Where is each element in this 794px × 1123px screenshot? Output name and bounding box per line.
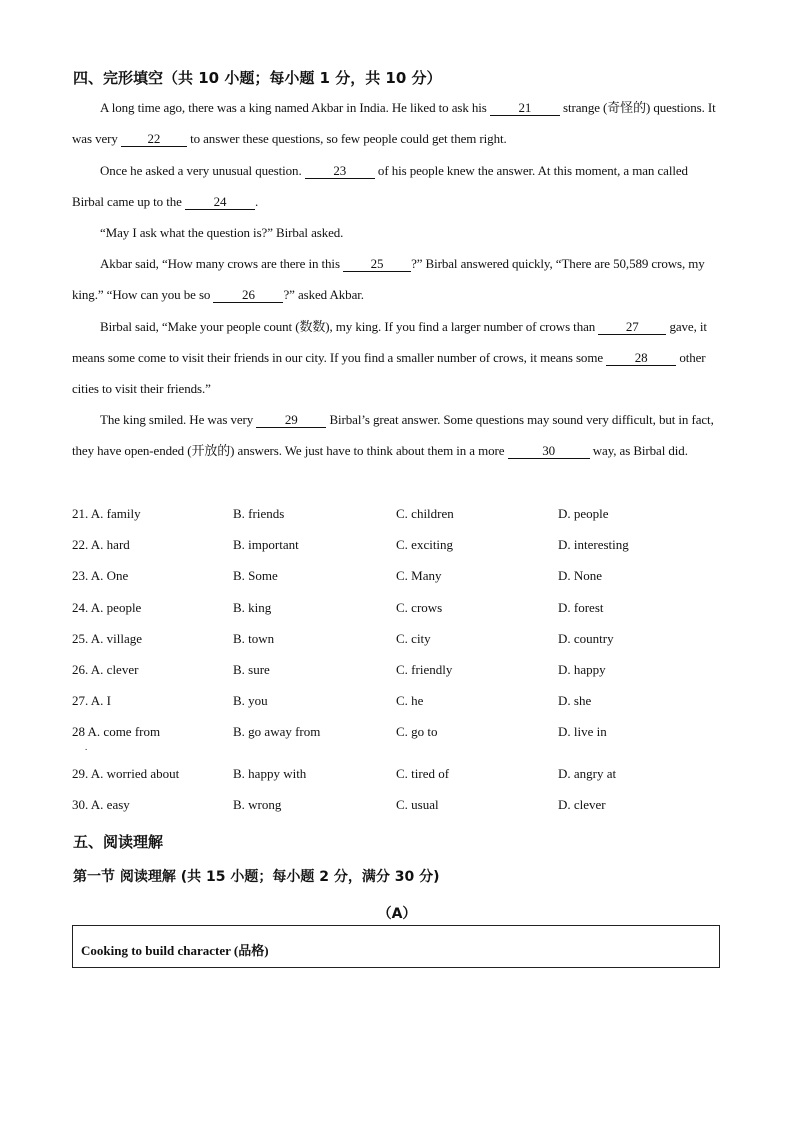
option-28-c[interactable]: C. go to: [396, 724, 438, 739]
option-25-b[interactable]: B. town: [233, 631, 275, 646]
question-21-options: [72, 506, 732, 526]
option-24-d[interactable]: D. forest: [558, 600, 604, 615]
option-26-d[interactable]: D. happy: [558, 662, 606, 677]
passage-paragraph-6: The king smiled. He was very 29 Birbal’s great answer. Some questions may sound very difficult, but in fact, they have open-ended (开放的) answers. We just have to think about them in a more 30 way, as Birbal did.: [72, 412, 714, 459]
section-five-heading: 五、阅读理解: [73, 833, 164, 851]
option-27-d[interactable]: D. she: [558, 693, 592, 708]
option-26-b[interactable]: B. sure: [233, 662, 270, 677]
question-23-options: [72, 568, 732, 588]
option-21-c[interactable]: C. children: [396, 506, 454, 521]
option-21-b[interactable]: B. friends: [233, 506, 285, 521]
option-30-a[interactable]: 30. A. easy: [72, 797, 130, 812]
option-26-a[interactable]: 26. A. clever: [72, 662, 139, 677]
option-28-a[interactable]: 28 A. come from: [72, 724, 161, 739]
option-30-b[interactable]: B. wrong: [233, 797, 282, 812]
option-28-b[interactable]: B. go away from: [233, 724, 321, 739]
option-28-d[interactable]: D. live in: [558, 724, 607, 739]
blank-28[interactable]: 28: [606, 351, 676, 366]
question-25-options: [72, 631, 732, 651]
blank-29[interactable]: 29: [256, 413, 326, 428]
passage-paragraph-2: Once he asked a very unusual question. 23 of his people knew the answer. At this moment, a man called Birbal came up to the 24 .: [72, 163, 688, 210]
option-23-d[interactable]: D. None: [558, 568, 603, 583]
question-30-options: [72, 797, 732, 817]
option-29-a[interactable]: 29. A. worried about: [72, 766, 180, 781]
option-22-d[interactable]: D. interesting: [558, 537, 629, 552]
option-24-b[interactable]: B. king: [233, 600, 272, 615]
option-25-a[interactable]: 25. A. village: [72, 631, 143, 646]
option-23-b[interactable]: B. Some: [233, 568, 278, 583]
blank-21[interactable]: 21: [490, 101, 560, 116]
option-22-c[interactable]: C. exciting: [396, 537, 454, 552]
passage-a-title-box: [72, 925, 720, 968]
blank-26[interactable]: 26: [213, 288, 283, 303]
blank-24[interactable]: 24: [185, 195, 255, 210]
option-29-b[interactable]: B. happy with: [233, 766, 307, 781]
option-27-b[interactable]: B. you: [233, 693, 268, 708]
question-22-options: [72, 537, 732, 557]
option-26-c[interactable]: C. friendly: [396, 662, 453, 677]
option-23-c[interactable]: C. Many: [396, 568, 442, 583]
blank-30[interactable]: 30: [508, 444, 590, 459]
passage-a-title: Cooking to build character (品格): [81, 943, 269, 958]
section-four-heading: 四、完形填空（共 10 小题；每小题 1 分，共 10 分）: [73, 69, 442, 87]
passage-a-label: （A）: [377, 906, 417, 922]
question-26-options: [72, 662, 732, 682]
option-27-a[interactable]: 27. A. I: [72, 693, 111, 708]
passage-paragraph-4: Akbar said, “How many crows are there in this 25 ?” Birbal answered quickly, “There are 50,589 crows, my king.” “How can you be so 26 ?” asked Akbar.: [72, 256, 705, 303]
option-25-d[interactable]: D. country: [558, 631, 614, 646]
passage-paragraph-1: A long time ago, there was a king named Akbar in India. He liked to ask his 21 strange (奇怪的) questions. It was very 22 to answer these questions, so few people could get them right.: [72, 100, 716, 147]
question-27-options: [72, 693, 732, 713]
option-21-d[interactable]: D. people: [558, 506, 609, 521]
option-25-c[interactable]: C. city: [396, 631, 431, 646]
option-24-a[interactable]: 24. A. people: [72, 600, 142, 615]
question-29-options: [72, 766, 732, 786]
reading-part-one-heading: 第一节 阅读理解 (共 15 小题；每小题 2 分，满分 30 分): [73, 869, 440, 885]
passage-paragraph-3: “May I ask what the question is?” Birbal asked.: [100, 225, 344, 240]
option-22-a[interactable]: 22. A. hard: [72, 537, 130, 552]
option-23-a[interactable]: 23. A. One: [72, 568, 129, 583]
option-30-c[interactable]: C. usual: [396, 797, 439, 812]
question-24-options: [72, 600, 732, 620]
option-30-d[interactable]: D. clever: [558, 797, 606, 812]
stray-dot: .: [85, 742, 88, 752]
option-29-d[interactable]: D. angry at: [558, 766, 617, 781]
blank-22[interactable]: 22: [121, 132, 187, 147]
blank-27[interactable]: 27: [598, 320, 666, 335]
option-21-a[interactable]: 21. A. family: [72, 506, 141, 521]
question-28-options: [72, 724, 732, 744]
option-22-b[interactable]: B. important: [233, 537, 299, 552]
option-27-c[interactable]: C. he: [396, 693, 424, 708]
option-24-c[interactable]: C. crows: [396, 600, 443, 615]
passage-paragraph-5: Birbal said, “Make your people count (数数), my king. If you find a larger number of crows than 27 gave, it means some come to visit their friends in our city. If you find a smaller number of crows, it means some 28 other cities to visit their friends.”: [72, 319, 707, 397]
blank-23[interactable]: 23: [305, 164, 375, 179]
option-29-c[interactable]: C. tired of: [396, 766, 450, 781]
blank-25[interactable]: 25: [343, 257, 411, 272]
